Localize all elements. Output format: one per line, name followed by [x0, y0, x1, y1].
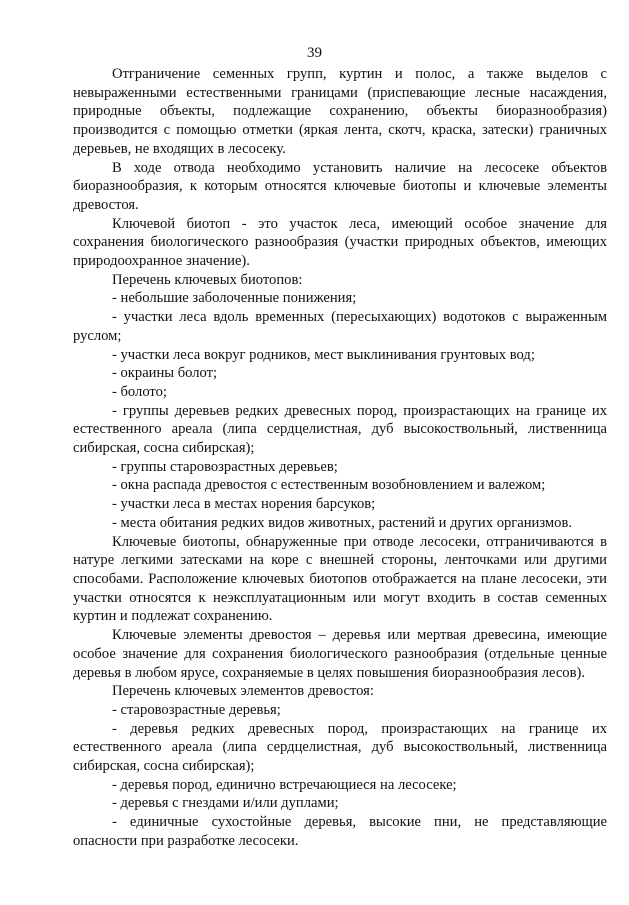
- list-item: - единичные сухостойные деревья, высокие пни, не представляющие опасности при разработке лесосеки.: [73, 814, 607, 849]
- list-item: - участки леса вокруг родников, мест выклинивания грунтовых вод;: [112, 346, 535, 363]
- list-item: - деревья пород, единично встречающиеся на лесосеке;: [112, 776, 457, 793]
- list-item: - участки леса в местах норения барсуков;: [112, 496, 376, 513]
- paragraph-key-biotope-definition: Ключевой биотоп - это участок леса, имеющий особое значение для сохранения биологического разнообразия (участки природных объектов, имеющих природоохранное значение).: [73, 215, 607, 270]
- list-item: - деревья с гнездами и/или дуплами;: [112, 795, 339, 812]
- list-item: - участки леса вдоль временных (пересыхающих) водотоков с выраженным руслом;: [73, 309, 607, 344]
- paragraph-boundary-marking: Отграничение семенных групп, куртин и полос, а также выделов с невыраженными естественными границами (приспевающие лесные насаждения, природные объекты, подлежащие сохранению, объекты биоразнообразия) производится с помощью отметки (яркая лента, скотч, краска, затески) граничных деревьев, не входящих в лесосеку.: [73, 66, 607, 157]
- paragraph-biotope-marking: Ключевые биотопы, обнаруженные при отводе лесосеки, отграничиваются в натуре легкими затесками на коре с внешней стороны, ленточками или другими способами. Расположение ключевых биотопов отображается на плане лесосеки, эти участки относятся к неэксплуатационным или могут входить в состав семенных куртин и подлежат сохранению.: [73, 533, 607, 625]
- list-item: - группы деревьев редких древесных пород, произрастающих на границе их естественного ареала (липа сердцелистная, дуб высокоствольный, лиственница сибирская, сосна сибирская);: [73, 402, 607, 457]
- list-item: - болото;: [112, 383, 167, 400]
- list-item: - окна распада древостоя с естественным возобновлением и валежом;: [112, 477, 546, 494]
- body-text: [73, 65, 607, 851]
- list-item: - группы старовозрастных деревьев;: [112, 458, 338, 475]
- list-item: - небольшие заболоченные понижения;: [112, 290, 357, 307]
- list-heading-key-elements: Перечень ключевых элементов древостоя:: [112, 683, 374, 700]
- list-item: - места обитания редких видов животных, растений и других организмов.: [112, 514, 572, 531]
- paragraph-biodiversity-check: В ходе отвода необходимо установить наличие на лесосеке объектов биоразнообразия, к которым относятся ключевые биотопы и ключевые элементы древостоя.: [73, 159, 607, 213]
- page-number: 39: [307, 45, 322, 61]
- list-heading-key-biotopes: Перечень ключевых биотопов:: [112, 271, 303, 288]
- list-item: - старовозрастные деревья;: [112, 701, 281, 718]
- list-item: - окраины болот;: [112, 365, 218, 382]
- list-item: - деревья редких древесных пород, произрастающих на границе их естественного ареала (липа сердцелистная, дуб высокоствольный, лиственница сибирская, сосна сибирская);: [73, 720, 607, 775]
- paragraph-key-elements-definition: Ключевые элементы древостоя – деревья или мертвая древесина, имеющие особое значение для сохранения биологического разнообразия (отдельные ценные деревья в любом ярусе, сохраняемые в целях повышения биоразнообразия лесов).: [73, 627, 607, 681]
